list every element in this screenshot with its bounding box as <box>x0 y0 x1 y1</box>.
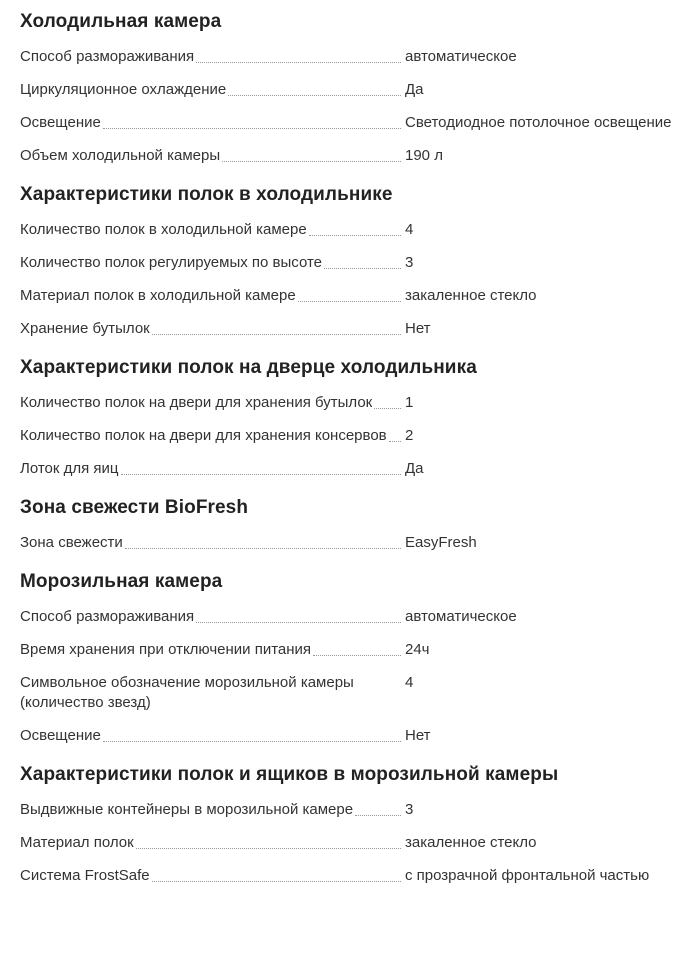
spec-label: Материал полок <box>20 834 134 851</box>
spec-row <box>20 607 683 627</box>
spec-section <box>20 569 683 746</box>
spec-row <box>20 726 683 746</box>
spec-label-cell <box>20 866 405 886</box>
dot-leader <box>228 94 401 96</box>
dot-leader <box>103 127 401 129</box>
section-rows <box>20 393 683 479</box>
spec-value: EasyFresh <box>405 534 477 551</box>
spec-label-cell <box>20 726 405 746</box>
spec-label: Лоток для яиц <box>20 460 119 477</box>
spec-value: Нет <box>405 320 431 337</box>
dot-leader <box>298 300 401 302</box>
spec-value: автоматическое <box>405 48 517 65</box>
dot-leader <box>196 61 401 63</box>
spec-row <box>20 459 683 479</box>
spec-value: 3 <box>405 801 414 818</box>
spec-label: Время хранения при отключении питания <box>20 641 312 658</box>
spec-row <box>20 393 683 413</box>
spec-row <box>20 833 683 853</box>
dot-leader <box>324 267 401 269</box>
spec-label-cell <box>20 113 405 133</box>
spec-label-cell <box>20 80 405 100</box>
spec-label: Зона свежести <box>20 534 123 551</box>
spec-sections-container <box>20 9 683 886</box>
spec-row <box>20 253 683 273</box>
spec-label-cell <box>20 833 405 853</box>
spec-label: Способ размораживания <box>20 48 195 65</box>
spec-value: 24ч <box>405 641 430 658</box>
spec-label-cell <box>20 220 405 240</box>
spec-row <box>20 113 683 133</box>
spec-label: Система FrostSafe <box>20 867 150 884</box>
section-rows <box>20 220 683 339</box>
spec-label: Циркуляционное охлаждение <box>20 81 227 98</box>
spec-section <box>20 182 683 339</box>
spec-label-cell <box>20 640 405 660</box>
spec-value: 3 <box>405 254 414 271</box>
spec-label: Количество полок регулируемых по высоте <box>20 254 323 271</box>
spec-label-cell <box>20 286 405 306</box>
spec-value: Светодиодное потолочное освещение <box>405 114 672 131</box>
spec-label: Выдвижные контейнеры в морозильной камере <box>20 801 354 818</box>
spec-row <box>20 80 683 100</box>
spec-value: с прозрачной фронтальной частью <box>405 867 650 884</box>
spec-label: Способ размораживания <box>20 608 195 625</box>
spec-value: Да <box>405 460 424 477</box>
spec-label-cell <box>20 607 405 627</box>
spec-section <box>20 495 683 553</box>
spec-label: Символьное обозначение морозильной камеры (количество звезд) <box>20 674 354 711</box>
dot-leader <box>389 440 401 442</box>
section-rows <box>20 47 683 166</box>
spec-label: Объем холодильной камеры <box>20 147 221 164</box>
spec-row <box>20 319 683 339</box>
dot-leader <box>313 654 401 656</box>
spec-label-cell <box>20 533 405 553</box>
spec-value: автоматическое <box>405 608 517 625</box>
spec-row <box>20 866 683 886</box>
dot-leader <box>121 473 401 475</box>
spec-section <box>20 762 683 886</box>
spec-value: 1 <box>405 394 414 411</box>
spec-value: закаленное стекло <box>405 834 537 851</box>
spec-row <box>20 800 683 820</box>
spec-label-cell <box>20 253 405 273</box>
spec-label-cell <box>20 800 405 820</box>
spec-row <box>20 533 683 553</box>
section-title: Характеристики полок на дверце холодильника <box>20 357 477 378</box>
section-rows <box>20 607 683 746</box>
spec-label-cell <box>20 673 405 713</box>
section-title: Характеристики полок и ящиков в морозильной камеры <box>20 764 559 785</box>
spec-label-cell <box>20 319 405 339</box>
spec-row <box>20 426 683 446</box>
spec-label-cell <box>20 393 405 413</box>
dot-leader <box>152 333 401 335</box>
dot-leader <box>222 160 401 162</box>
dot-leader <box>152 880 401 882</box>
section-rows <box>20 533 683 553</box>
spec-label: Количество полок в холодильной камере <box>20 221 307 238</box>
spec-row <box>20 47 683 67</box>
spec-value: 4 <box>405 674 414 691</box>
spec-label: Освещение <box>20 727 101 744</box>
spec-value: 4 <box>405 221 414 238</box>
dot-leader <box>309 234 401 236</box>
spec-label: Материал полок в холодильной камере <box>20 287 296 304</box>
dot-leader <box>374 407 401 409</box>
spec-label-cell <box>20 459 405 479</box>
spec-row <box>20 286 683 306</box>
spec-section <box>20 355 683 479</box>
spec-label-cell <box>20 426 405 446</box>
spec-row <box>20 220 683 240</box>
spec-row <box>20 146 683 166</box>
spec-section <box>20 9 683 166</box>
dot-leader <box>103 740 401 742</box>
spec-label: Количество полок на двери для хранения консервов <box>20 427 387 444</box>
dot-leader <box>125 547 401 549</box>
section-title: Холодильная камера <box>20 11 222 32</box>
spec-row <box>20 673 683 713</box>
spec-label-cell <box>20 47 405 67</box>
dot-leader <box>355 814 401 816</box>
section-title: Морозильная камера <box>20 571 223 592</box>
spec-label: Освещение <box>20 114 101 131</box>
dot-leader <box>196 621 401 623</box>
dot-leader <box>136 847 401 849</box>
section-rows <box>20 800 683 886</box>
section-title: Зона свежести BioFresh <box>20 497 249 518</box>
spec-label: Хранение бутылок <box>20 320 150 337</box>
section-title: Характеристики полок в холодильнике <box>20 184 393 205</box>
spec-value: 2 <box>405 427 414 444</box>
spec-value: закаленное стекло <box>405 287 537 304</box>
spec-value: Да <box>405 81 424 98</box>
spec-label: Количество полок на двери для хранения бутылок <box>20 394 373 411</box>
spec-label-cell <box>20 146 405 166</box>
spec-row <box>20 640 683 660</box>
spec-value: Нет <box>405 727 431 744</box>
spec-value: 190 л <box>405 147 443 164</box>
